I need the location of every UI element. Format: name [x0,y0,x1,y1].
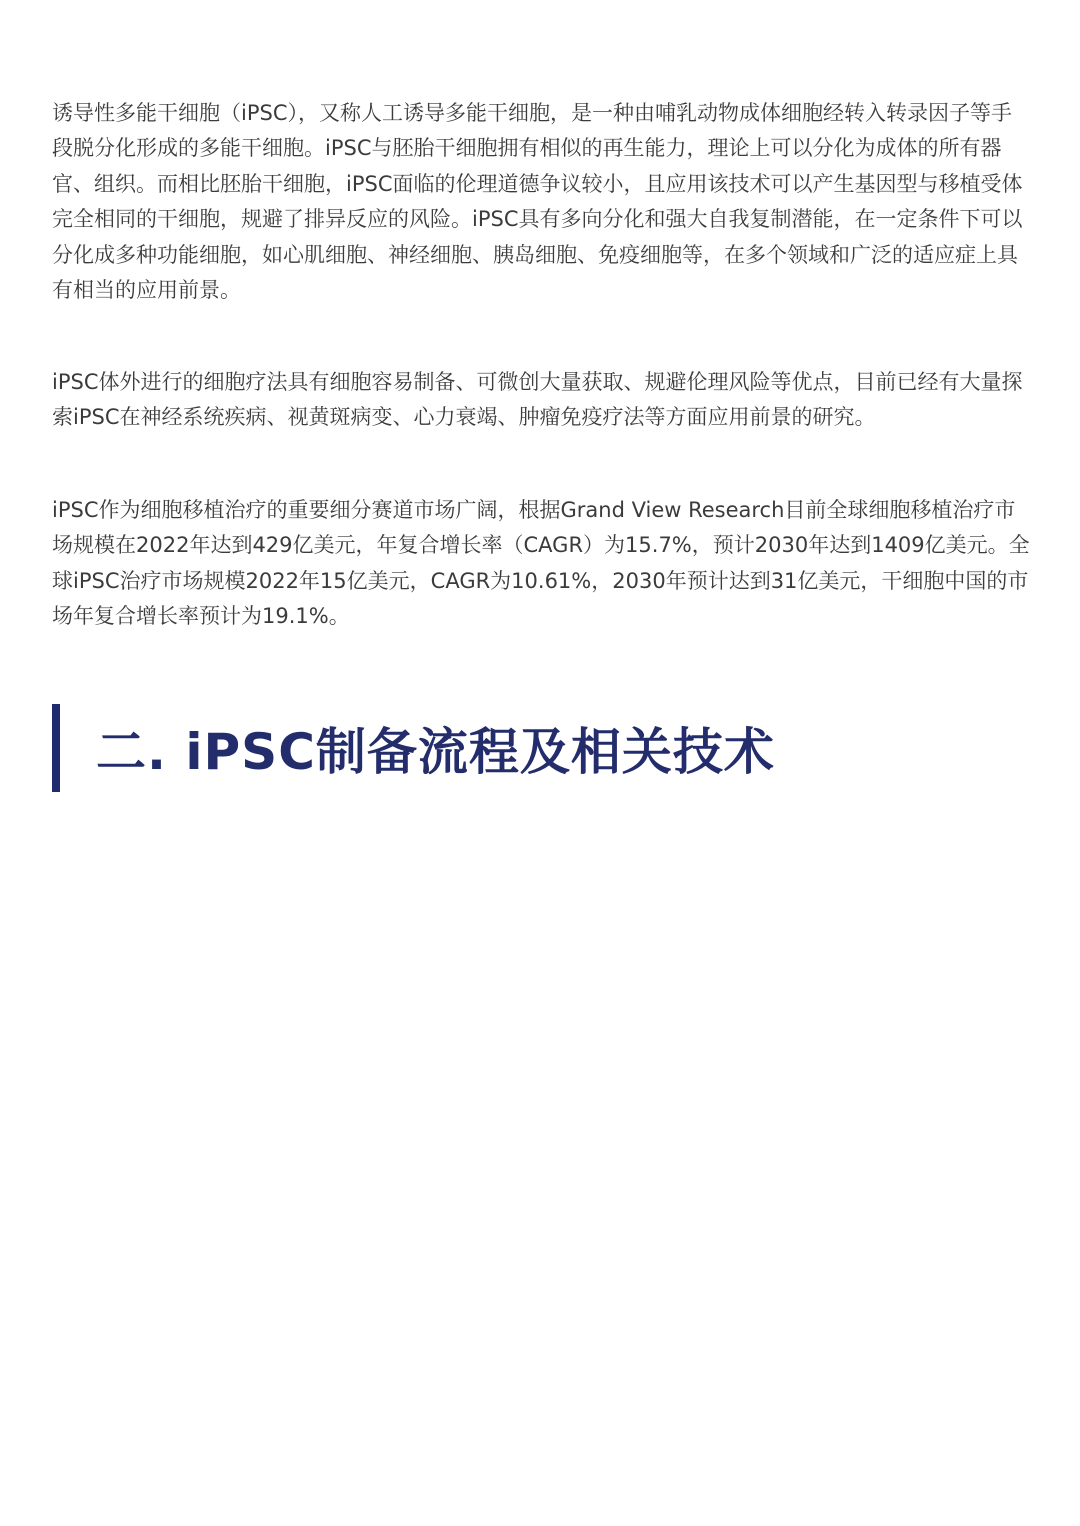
heading-accent-bar [52,704,60,792]
paragraph-ipsc-market: iPSC作为细胞移植治疗的重要细分赛道市场广阔，根据Grand View Research目前全球细胞移植治疗市场规模在2022年达到429亿美元，年复合增长率（CAGR）为15.7%，预计2030年达到1409亿美元。全球iPSC治疗市场规模2022年15亿美元，CAGR为10.61%，2030年预计达到31亿美元，干细胞中国的市场年复合增长率预计为19.1%。 [52,498,1030,629]
paragraph-ipsc-advantages: iPSC体外进行的细胞疗法具有细胞容易制备、可微创大量获取、规避伦理风险等优点，目前已经有大量探索iPSC在神经系统疾病、视黄斑病变、心力衰竭、肿瘤免疫疗法等方面应用前景的研究。 [52,370,1023,430]
section-title: 二. iPSC制备流程及相关技术 [96,723,775,781]
paragraph-ipsc-definition: 诱导性多能干细胞（iPSC），又称人工诱导多能干细胞，是一种由哺乳动物成体细胞经转入转录因子等手段脱分化形成的多能干细胞。iPSC与胚胎干细胞拥有相似的再生能力，理论上可以分化为成体的所有器官、组织。而相比胚胎干细胞，iPSC面临的伦理道德争议较小，且应用该技术可以产生基因型与移植受体完全相同的干细胞，规避了排异反应的风险。iPSC具有多向分化和强大自我复制潜能，在一定条件下可以分化成多种功能细胞，如心肌细胞、神经细胞、胰岛细胞、免疫细胞等，在多个领域和广泛的适应症上具有相当的应用前景。 [52,101,1023,303]
section-heading [52,704,775,792]
